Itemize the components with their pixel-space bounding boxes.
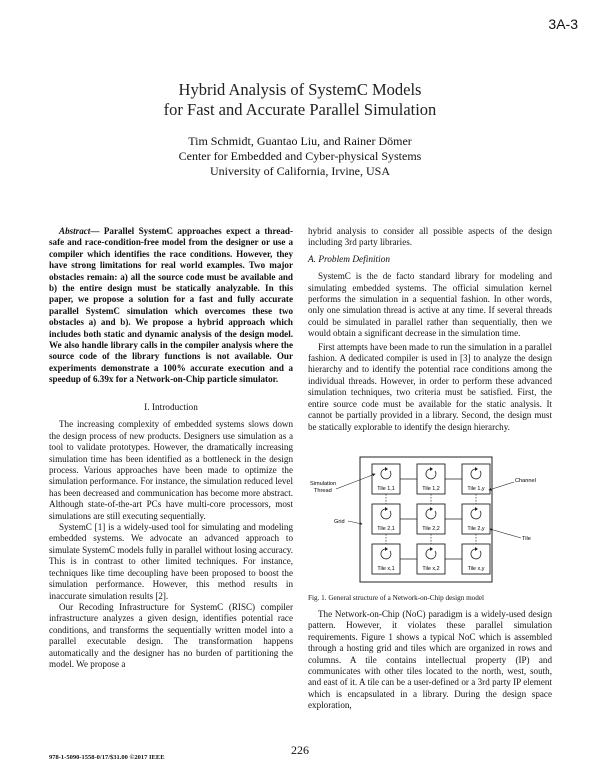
tile-label: Tile x,1 — [377, 566, 395, 572]
tile-label: Tile 1,2 — [422, 486, 440, 492]
label-simulation: Simulation — [310, 481, 337, 487]
tile — [417, 504, 445, 534]
tile — [462, 464, 490, 494]
noc-figure — [308, 452, 556, 584]
label-grid: Grid — [334, 519, 345, 525]
subsection-heading: A. Problem Definition — [308, 254, 391, 265]
author-affiliation: Center for Embedded and Cyber-physical Systems — [178, 149, 422, 163]
title-line-1: Hybrid Analysis of SystemC Models — [178, 80, 422, 99]
tile-label: Tile 1,y — [467, 486, 485, 492]
tile — [462, 504, 490, 534]
tile-label: Tile 1,1 — [377, 486, 395, 492]
session-tag: 3A-3 — [548, 16, 578, 32]
channel-pointer — [489, 482, 514, 490]
tile-label: Tile 2,y — [467, 526, 485, 532]
label-tile: Tile — [522, 536, 531, 542]
page-number: 226 — [291, 743, 309, 757]
author-university: University of California, Irvine, USA — [210, 164, 390, 178]
abstract-text: — Parallel SystemC approaches expect a thread-safe and race-condition-free model from the designer or use a compiler which identifies the race conditions. However, they have strong limitations for real world examples. Two major obstacles remain: a) all the source code must be available and b) the entire design must be statically analyzable. In this paper, we propose a solution for a fast and fully accurate parallel SystemC simulation which overcomes these two obstacles a) and b). We propose a hybrid approach which includes both static and dynamic analysis of the design model. We also handle library calls in the compiler analysis where the source code of the library functions is not available. Our experiments demonstrate a 100% accurate execution and a speedup of 6.39x for a Network-on-Chip particle simulator. — [49, 226, 293, 385]
intro-paragraph-2: SystemC [1] is a widely-used tool for simulating and modeling embedded systems. We advocate an advanced approach to simulate SystemC models fully in parallel without losing accuracy. This is in contrast to other limited techniques. For instance, techniques like time decoupling have been proposed to boost the simulation performance. However, this method results in inaccurate simulation results [2]. — [49, 522, 293, 601]
tile-label: Tile 2,2 — [422, 526, 440, 532]
right-paragraph-3: The Network-on-Chip (NoC) paradigm is a widely-used design pattern. However, it violates these parallel simulation requirements. Figure 1 shows a typical NoC which is assembled through a hosting grid and tiles which are organized in rows and columns. A tile contains intellectual property (IP) and communicates with other tiles located to the north, west, south, and east of it. A tile can be a user-defined or a 3rd party IP element which is encapsulated in a library. During the design space exploration, — [308, 609, 552, 711]
tile-label: Tile x,2 — [422, 566, 440, 572]
abstract-lead: Abstract — [59, 226, 91, 236]
right-paragraph-1: SystemC is the de facto standard library for modeling and simulating embedded systems. The official simulation kernel performs the simulation in a sequential fashion. In other words, only one simulation thread is active at any time. If several threads could be simulated in parallel rather than sequentially, then we would obtain a significant decrease in the simulation time. — [308, 271, 552, 339]
right-column-bottom — [308, 609, 552, 712]
intro-paragraph-1: The increasing complexity of embedded systems slows down the design process of new products. Designers use simulation as a tool to validate prototypes. However, the dramatically increasing simulation time has been identified as a bottleneck in the design process. Various approaches have been made to optimize the simulation performance. For instance, the simulation reduced level has been decreased and communication has become more abstract. Although state-of-the-art PCs have multi-core processors, most simulations are still executing sequentially. — [49, 419, 293, 521]
right-paragraph-0: hybrid analysis to consider all possible aspects of the design including 3rd party libraries. — [308, 226, 552, 248]
right-column-top — [308, 226, 552, 433]
intro-paragraph-3: Our Recoding Infrastructure for SystemC (RISC) compiler infrastructure analyzes a given design, identifies potential race conditions, and transforms the sequentially written model into a parallel executable design. The transformation happens automatically and the designer has no burden of partitioning the model. We propose a — [49, 601, 293, 669]
author-names: Tim Schmidt, Guantao Liu, and Rainer Dömer — [188, 134, 412, 148]
section-heading-introduction: I. Introduction — [144, 403, 198, 413]
introduction-section — [49, 403, 293, 670]
tile — [462, 544, 490, 574]
tile — [417, 544, 445, 574]
author-block — [0, 134, 600, 179]
title-line-2: for Fast and Accurate Parallel Simulation — [163, 100, 437, 119]
tile — [372, 464, 400, 494]
paper-title — [0, 80, 600, 120]
tile — [372, 544, 400, 574]
tile-label: Tile x,y — [467, 566, 485, 572]
tile-pointer — [490, 529, 521, 538]
thread-pointer — [336, 474, 375, 489]
abstract — [49, 226, 293, 386]
figure-caption: Fig. 1. General structure of a Network-on-Chip design model — [308, 594, 485, 602]
label-thread: Thread — [314, 488, 332, 494]
tile — [372, 504, 400, 534]
tile-label: Tile 2,1 — [377, 526, 395, 532]
label-channel: Channel — [515, 478, 536, 484]
tile-layer — [372, 464, 490, 574]
right-paragraph-2: First attempts have been made to run the simulation in a parallel fashion. A dedicated compiler is used in [3] to analyze the design hierarchy and to identify the potential race conditions among the individual threads. However, in order to perform these advanced simulation techniques, two criteria must be satisfied. First, the entire source code must be available for the static analysis. It cannot be partially provided in a library. Second, the design must be statically explorable to identify the design hierarchy. — [308, 341, 552, 432]
copyright-line: 978-1-5090-1558-0/17/$31.00 ©2017 IEEE — [49, 754, 165, 761]
tile — [417, 464, 445, 494]
